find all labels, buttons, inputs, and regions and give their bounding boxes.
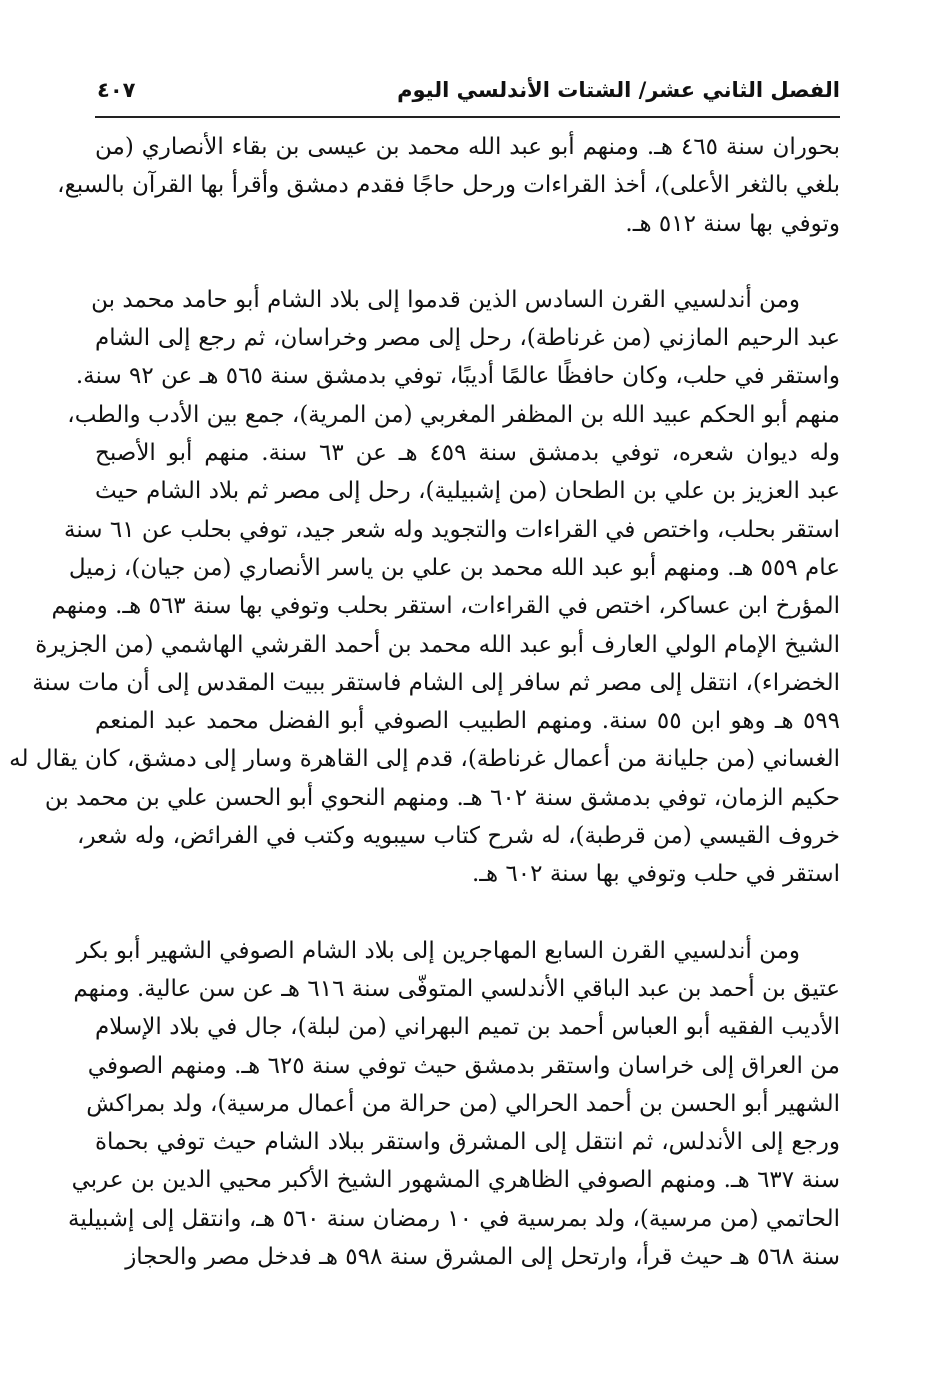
text-line: استقر في حلب وتوفي بها سنة ٦٠٢ هـ.	[471, 861, 840, 888]
text-line: الشيخ الإمام الولي العارف أبو عبد الله محمد بن أحمد القرشي الهاشمي (من الجزيرة	[35, 631, 840, 658]
text-line: سنة ٦٣٧ هـ. ومنهم الصوفي الظاهري المشهور الشيخ الأكبر محيي الدين بن عربي	[71, 1167, 840, 1194]
text-line: ومن أندلسيي القرن السادس الذين قدموا إلى بلاد الشام أبو حامد محمد بن	[91, 286, 800, 313]
paragraph	[68, 932, 840, 1277]
text-line: واستقر في حلب، وكان حافظًا عالمًا أديبًا، توفي بدمشق سنة ٥٦٥ هـ عن ٩٢ سنة.	[75, 363, 840, 390]
text-line: بلغي بالثغر الأعلى)، أخذ القراءات ورحل حاجًا فقدم دمشق وأقرأ بها القرآن بالسبع،	[57, 172, 840, 199]
text-line: وله ديوان شعره، توفي بدمشق سنة ٤٥٩ هـ عن ٦٣ سنة. منهم أبو الأصبح	[95, 440, 841, 467]
text-line: منهم أبو الحكم عبيد الله بن المظفر المغربي (من المرية)، جمع بين الأدب والطب،	[67, 401, 840, 428]
text-line: الخضراء)، انتقل إلى مصر ثم سافر إلى الشام فاستقر ببيت المقدس إلى أن مات سنة	[32, 669, 840, 696]
text-line: ٥٩٩ هـ وهو ابن ٥٥ سنة. ومنهم الطبيب الصوفي أبو الفضل محمد عبد المنعم	[95, 708, 841, 735]
text-line: عبد العزيز بن علي بن الطحان (من إشبيلية)، رحل إلى مصر ثم بلاد الشام حيث	[95, 478, 840, 505]
text-line: الحاتمي (من مرسية)، ولد بمرسية في ١٠ رمضان سنة ٥٦٠ هـ، وانتقل إلى إشبيلية	[68, 1205, 840, 1232]
page-number: ٤٠٧	[97, 78, 136, 102]
paragraph	[57, 128, 840, 243]
text-line: بحوران سنة ٤٦٥ هـ. ومنهم أبو عبد الله محمد بن عيسى بن بقاء الأنصاري (من	[95, 134, 840, 160]
text-line: من العراق إلى خراسان واستقر بدمشق حيث توفي سنة ٦٢٥ هـ. ومنهم الصوفي	[87, 1052, 840, 1079]
body-text	[9, 128, 841, 1276]
text-line: المؤرخ ابن عساكر، اختص في القراءات، استقر بحلب وتوفي بها سنة ٥٦٣ هـ. ومنهم	[51, 593, 840, 620]
running-title: الفصل الثاني عشر/ الشتات الأندلسي اليوم	[397, 78, 840, 102]
text-line: الأديب الفقيه أبو العباس أحمد بن تميم البهراني (من لبلة)، جال في بلاد الإسلام	[95, 1014, 840, 1041]
paragraph	[9, 281, 841, 894]
text-line: عبد الرحيم المازني (من غرناطة)، رحل إلى مصر وخراسان، ثم رجع إلى الشام	[95, 325, 840, 352]
text-line: حكيم الزمان، توفي بدمشق سنة ٦٠٢ هـ. ومنهم النحوي أبو الحسن علي بن محمد بن	[44, 784, 840, 811]
text-line: استقر بحلب، واختص في القراءات والتجويد وله شعر جيد، توفي بحلب عن ٦١ سنة	[63, 516, 840, 543]
text-line: عام ٥٥٩ هـ. ومنهم أبو عبد الله محمد بن علي بن ياسر الأنصاري (من جيان)، زميل	[68, 554, 840, 581]
text-line: وتوفي بها سنة ٥١٢ هـ.	[625, 210, 840, 237]
text-line: ومن أندلسيي القرن السابع المهاجرين إلى بلاد الشام الصوفي الشهير أبو بكر	[76, 937, 800, 964]
text-line: ورجع إلى الأندلس، ثم انتقل إلى المشرق واستقر ببلاد الشام حيث توفي بحماة	[95, 1129, 840, 1156]
text-line: الشهير أبو الحسن بن أحمد الحرالي (من حرالة من أعمال مرسية)، ولد بمراكش	[86, 1090, 840, 1117]
page-header	[95, 78, 840, 114]
header-rule	[95, 116, 840, 118]
text-line: عتيق بن أحمد بن عبد الباقي الأندلسي المتوفّى سنة ٦١٦ هـ عن سن عالية. ومنهم	[73, 975, 840, 1002]
text-line: الغساني (من جليانة من أعمال غرناطة)، قدم إلى القاهرة وسار إلى دمشق، كان يقال له	[9, 746, 840, 773]
text-line: سنة ٥٦٨ هـ حيث قرأ، وارتحل إلى المشرق سنة ٥٩٨ هـ فدخل مصر والحجاز	[125, 1244, 840, 1271]
text-line: خروف القيسي (من قرطبة)، له شرح كتاب سيبويه وكتب في الفرائض، وله شعر،	[77, 823, 840, 850]
